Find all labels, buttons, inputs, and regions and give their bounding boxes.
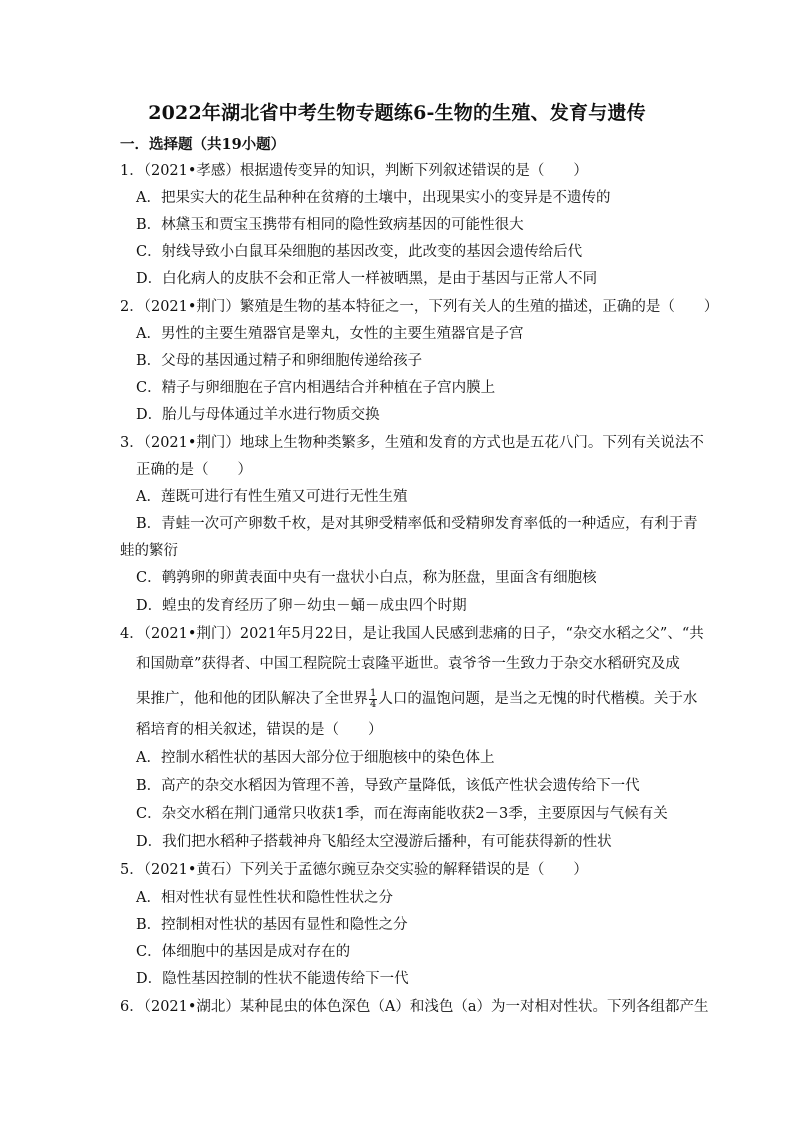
question-1-option-c: C．射线导致小白鼠耳朵细胞的基因改变，此改变的基因会遗传给后代 xyxy=(136,244,583,260)
fraction-denominator: 4 xyxy=(370,698,377,710)
question-2-stem: 2．（2021•荆门）繁殖是生物的基本特征之一，下列有关人的生殖的描述，正确的是（ ） xyxy=(120,299,719,315)
question-1-stem: 1．（2021•孝感）根据遗传变异的知识，判断下列叙述错误的是（ ） xyxy=(120,163,588,179)
question-1-option-a: A．把果实大的花生品种种在贫瘠的土壤中，出现果实小的变异是不遗传的 xyxy=(136,190,611,206)
question-3-option-b: B．青蛙一次可产卵数千枚，是对其卵受精率低和受精卵发育率低的一种适应，有利于青 xyxy=(136,516,698,532)
question-4-option-a: A．控制水稻性状的基因大部分位于细胞核中的染色体上 xyxy=(136,750,495,766)
question-5-option-c: C．体细胞中的基因是成对存在的 xyxy=(136,944,351,960)
question-6-stem: 6．（2021•湖北）某种昆虫的体色深色（A）和浅色（a）为一对相对性状。下列各组都产生 xyxy=(120,999,709,1015)
one-quarter-fraction xyxy=(369,689,377,710)
question-5-option-b: B．控制相对性状的基因有显性和隐性之分 xyxy=(136,917,408,933)
question-1-option-d: D．白化病人的皮肤不会和正常人一样被晒黑，是由于基因与正常人不同 xyxy=(136,271,598,287)
document-title: 2022年湖北省中考生物专题练6-生物的生殖、发育与遗传 xyxy=(148,102,646,124)
question-3-stem-continued: 正确的是（ ） xyxy=(136,462,252,478)
question-4-stem-line-2: 和国勋章”获得者、中国工程院院士袁隆平逝世。袁爷爷一生致力于杂交水稻研究及成 xyxy=(136,656,680,672)
question-2-option-b: B．父母的基因通过精子和卵细胞传递给孩子 xyxy=(136,353,423,369)
section-heading: 一．选择题（共19小题） xyxy=(120,136,286,153)
question-4-stem-line-3 xyxy=(136,686,697,712)
question-1-option-b: B．林黛玉和贾宝玉携带有相同的隐性致病基因的可能性很大 xyxy=(136,217,524,233)
question-5-option-d: D．隐性基因控制的性状不能遗传给下一代 xyxy=(136,971,409,987)
question-4-stem-line-4: 稻培育的相关叙述，错误的是（ ） xyxy=(136,722,383,738)
question-4-option-d: D．我们把水稻种子搭载神舟飞船经太空漫游后播种，有可能获得新的性状 xyxy=(136,834,612,850)
fraction-numerator: 1 xyxy=(370,687,377,699)
question-5-option-a: A．相对性状有显性性状和隐性性状之分 xyxy=(136,890,393,906)
question-2-option-a: A．男性的主要生殖器官是睾丸，女性的主要生殖器官是子宫 xyxy=(136,326,524,342)
question-4-option-c: C．杂交水稻在荆门通常只收获1季，而在海南能收获2－3季，主要原因与气候有关 xyxy=(136,806,668,822)
question-3-option-b-continued: 蛙的繁衍 xyxy=(120,543,178,559)
question-4-option-b: B．高产的杂交水稻因为管理不善，导致产量降低，该低产性状会遗传给下一代 xyxy=(136,778,640,794)
question-3-option-a: A．莲既可进行有性生殖又可进行无性生殖 xyxy=(136,489,408,505)
question-3-option-c: C．鹌鹑卵的卵黄表面中央有一盘状小白点，称为胚盘，里面含有细胞核 xyxy=(136,570,597,586)
question-4-stem: 4．（2021•荆门）2021年5月22日，是让我国人民感到悲痛的日子，“杂交水稻之父”、“共 xyxy=(120,626,704,642)
question-2-option-c: C．精子与卵细胞在子宫内相遇结合并种植在子宫内膜上 xyxy=(136,380,496,396)
question-3-stem: 3．（2021•荆门）地球上生物种类繁多，生殖和发育的方式也是五花八门。下列有关说法不 xyxy=(120,435,704,451)
question-2-option-d: D．胎儿与母体通过羊水进行物质交换 xyxy=(136,407,380,423)
question-5-stem: 5．（2021•黄石）下列关于孟德尔豌豆杂交实验的解释错误的是（ ） xyxy=(120,862,588,878)
question-4-stem-line-3-end: 人口的温饱问题，是当之无愧的时代楷模。关于水 xyxy=(378,691,698,707)
question-4-stem-line-3-start: 果推广，他和他的团队解决了全世界 xyxy=(136,691,368,707)
question-3-option-d: D．蝗虫的发育经历了卵－幼虫－蛹－成虫四个时期 xyxy=(136,598,467,614)
